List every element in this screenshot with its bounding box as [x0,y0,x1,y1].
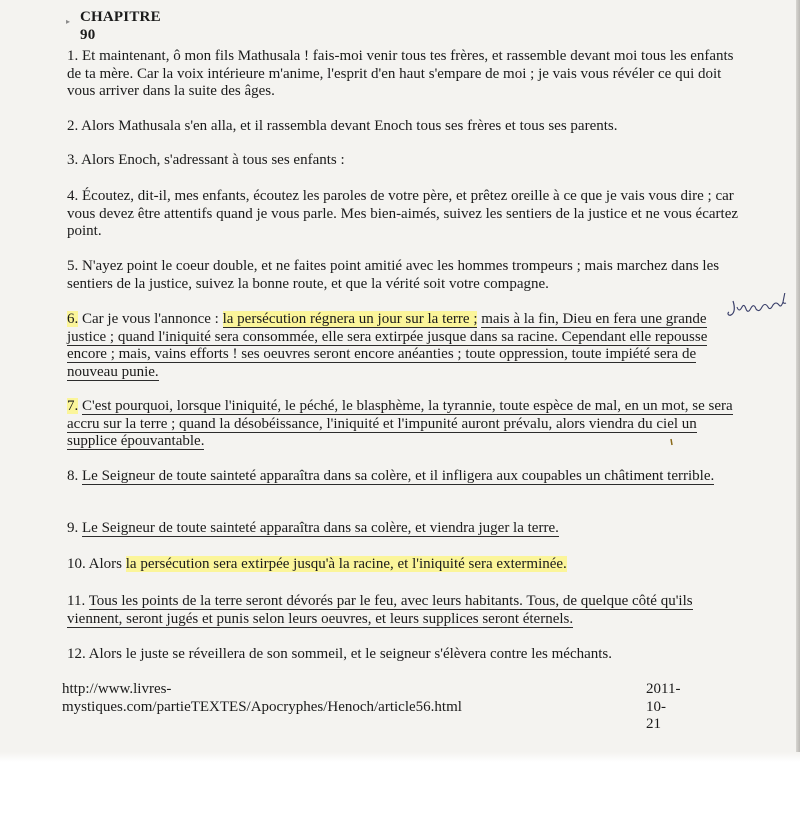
heading-marker-icon: ▸ [66,17,71,26]
handwritten-annotation [725,293,799,323]
paragraph-3: 3. Alors Enoch, s'adressant à tous ses enfants : [67,152,345,168]
paragraph-4: 4. Écoutez, dit-il, mes enfants, écoutez les paroles de votre père, et prêtez oreille à ce que je vais vous dire ; car vous devez être attentifs quand je vous parle. Mes bien-aimés, suivez les sentiers de la justice et ne vous écartez point. [67,188,739,239]
paragraph-8-number: 8. [67,468,79,484]
paragraph-5: 5. N'ayez point le coeur double, et ne faites point amitié avec les hommes trompeurs ; mais marchez dans les sentiers de la justice, suivez la bonne route, et que la vérité soit votre compagne. [67,258,720,292]
paragraph-7-underlined: C'est pourquoi, lorsque l'iniquité, le péché, le blasphème, la tyrannie, toute espèce de mal, en un mot, se sera accru sur la terre ; quand la désobéissance, l'iniquité et l'impunité auront prévalu, alors viendra du ciel un supplice épouvantable. [67,398,733,449]
paragraph-10-intro: 10. Alors [67,556,123,572]
paragraph-9 [67,520,747,538]
paragraph-7 [67,398,747,451]
margin-pen-mark [669,438,675,446]
paragraph-9-number: 9. [67,520,79,536]
paragraph-10 [67,556,747,574]
paragraph-2: 2. Alors Mathusala s'en alla, et il rassembla devant Enoch tous ses frères et tous ses parents. [67,118,618,134]
chapter-title: CHAPITRE 90 [80,9,161,43]
paragraph-6-underlined: mais à la fin, Dieu en fera une grande justice ; quand l'iniquité sera consommée, elle sera extirpée jusque dans sa racine. Cependant elle repousse encore ; mais, vains efforts ! ses oeuvres seront encore anéanties ; toute oppression, toute impiété sera de nouveau punie. [67,311,708,380]
paragraph-6-intro: Car je vous l'annonce : [82,311,219,327]
source-url: http://www.livres-mystiques.com/partieTEXTES/Apocryphes/Henoch/article56.html [62,681,462,715]
print-date: 2011-10-21 [646,681,681,732]
paragraph-8-underlined: Le Seigneur de toute sainteté apparaîtra dans sa colère, et il infligera aux coupables un châtiment terrible. [82,468,715,484]
paragraph-6-highlight: la persécution régnera un jour sur la terre ; [222,311,478,327]
paragraph-6-number: 6. [67,311,79,327]
paragraph-11-number: 11. [67,593,86,609]
page-bottom-edge [0,752,800,762]
paragraph-10-highlight: la persécution sera extirpée jusqu'à la racine, et l'iniquité sera exterminée. [125,556,567,572]
paragraph-9-underlined: Le Seigneur de toute sainteté apparaîtra dans sa colère, et viendra juger la terre. [82,520,559,536]
paragraph-1: 1. Et maintenant, ô mon fils Mathusala ! fais-moi venir tous tes frères, et rassemble devant moi tous les enfants de ta mère. Car la voix intérieure m'anime, l'esprit d'en haut s'empare de moi ; je vais vous révéler ce qui doit vous arriver dans la suite des âges. [67,48,734,99]
paragraph-7-number: 7. [67,398,79,414]
paragraph-11-underlined: Tous les points de la terre seront dévorés par le feu, avec leurs habitants. Tous, de quelque côté qu'ils viennent, seront jugés et punis selon leurs oeuvres, et leurs supplices seront éternels. [67,593,693,627]
paragraph-12: 12. Alors le juste se réveillera de son sommeil, et le seigneur s'élèvera contre les méchants. [67,646,613,662]
paragraph-8 [67,468,747,486]
page-edge-shadow [796,0,800,760]
paragraph-11 [67,593,747,628]
paragraph-6 [67,311,747,381]
